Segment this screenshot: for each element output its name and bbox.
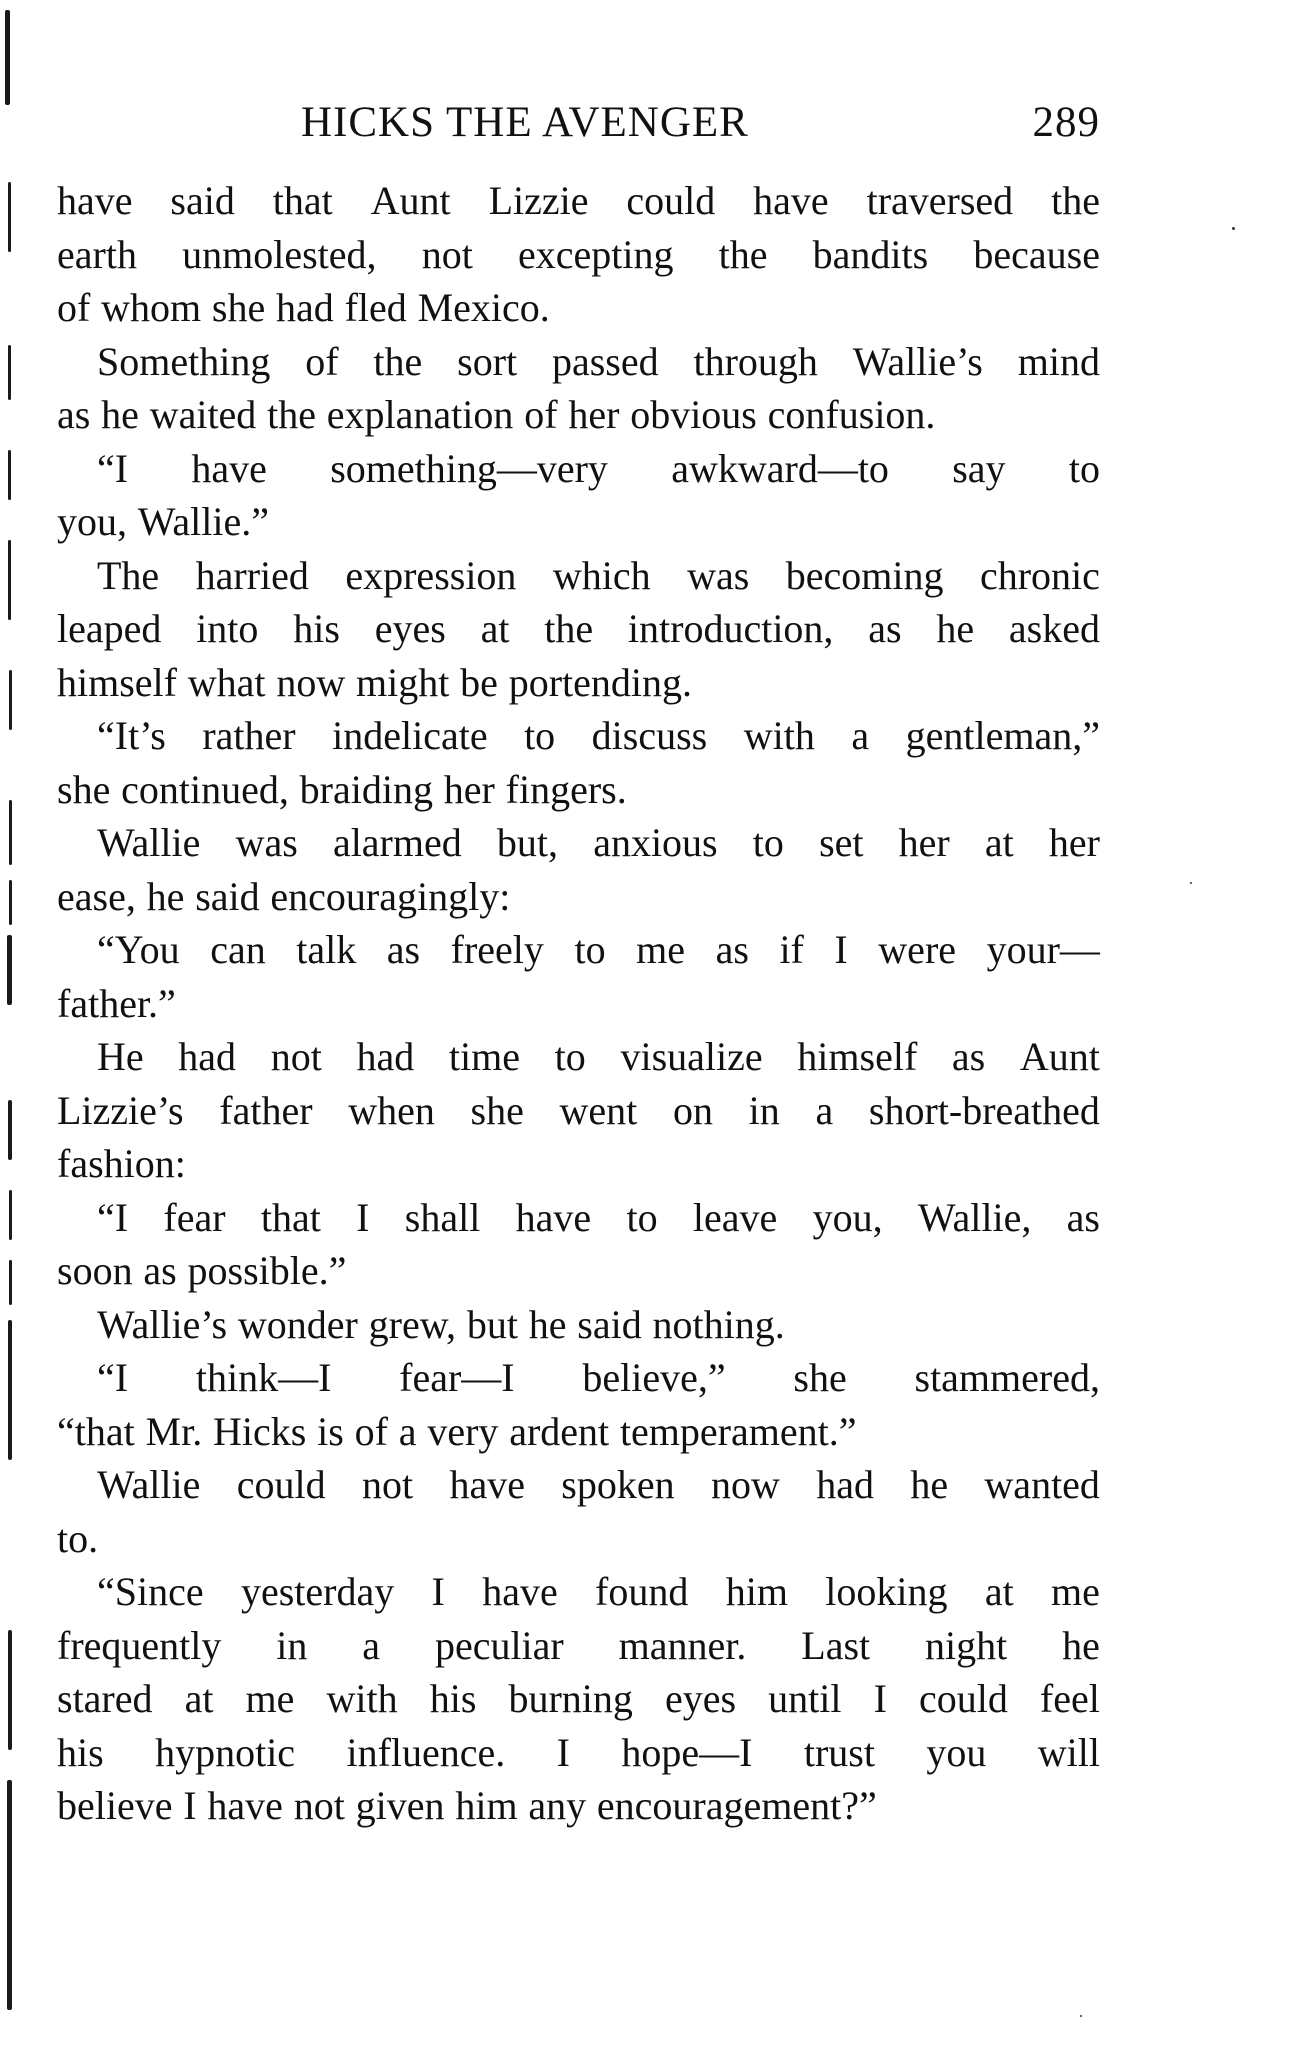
text-line — [57, 388, 1100, 442]
word: Mr. — [145, 1408, 203, 1454]
word: he — [528, 1301, 567, 1347]
word: Wallie’s — [852, 338, 983, 384]
word: be — [460, 659, 498, 705]
word: father — [219, 1087, 313, 1133]
word: through — [693, 338, 818, 384]
word: the — [718, 231, 768, 277]
word: unmolested, — [182, 231, 377, 277]
word: stammered, — [914, 1355, 1100, 1400]
word: had — [178, 1034, 237, 1079]
text-line — [57, 1779, 1100, 1833]
word: I — [431, 1569, 445, 1614]
word: was — [687, 552, 750, 598]
word: now — [710, 1462, 780, 1507]
word: you, — [812, 1194, 883, 1240]
word: possible.” — [187, 1248, 347, 1293]
word: rather — [202, 713, 296, 758]
word: he — [146, 873, 185, 919]
word: Wallie, — [917, 1194, 1032, 1240]
word: “I — [97, 1194, 129, 1240]
text-line — [57, 1726, 1100, 1780]
word: any — [528, 1783, 587, 1828]
word: at — [984, 820, 1014, 865]
word: Wallie — [97, 820, 201, 865]
word: influence. — [346, 1729, 506, 1775]
word: wanted — [984, 1462, 1100, 1507]
word: think—I — [195, 1355, 332, 1400]
word: his — [429, 1676, 477, 1721]
word: of — [57, 285, 91, 330]
text-line — [57, 1351, 1100, 1405]
word: encouragement?” — [596, 1783, 877, 1828]
word: Last — [801, 1622, 871, 1668]
word: a — [398, 1408, 417, 1454]
word: portending. — [508, 659, 693, 705]
word: your— — [986, 927, 1100, 972]
word: a — [815, 1087, 834, 1133]
word: because — [973, 231, 1100, 277]
word: leave — [692, 1194, 778, 1240]
word: with — [743, 713, 815, 758]
word: if — [779, 927, 804, 972]
word: but — [466, 1301, 518, 1347]
text-line — [57, 1244, 1100, 1298]
word: indelicate — [332, 713, 488, 758]
word: until — [768, 1676, 842, 1721]
text-line — [57, 281, 1100, 335]
word: whom — [101, 285, 202, 330]
word: braiding — [299, 766, 433, 812]
word: Hicks — [213, 1408, 307, 1454]
word: traversed — [866, 178, 1014, 223]
word: what — [187, 659, 266, 705]
word: fashion: — [57, 1141, 186, 1186]
word: to. — [57, 1515, 99, 1561]
word: soon — [57, 1248, 133, 1293]
text-line — [57, 335, 1100, 389]
word: I — [873, 1676, 887, 1721]
word: not — [421, 231, 473, 277]
word: you — [926, 1729, 987, 1775]
word: He — [97, 1034, 144, 1079]
word: “It’s — [97, 713, 166, 758]
word: leaped — [57, 606, 162, 651]
text-line — [57, 1084, 1100, 1138]
word: me — [636, 927, 686, 972]
word: manner. — [618, 1622, 747, 1668]
word: he — [1062, 1622, 1100, 1668]
text-line — [57, 709, 1100, 763]
word: him — [455, 1783, 518, 1828]
word: her — [898, 820, 950, 865]
word: “that — [57, 1408, 135, 1454]
text-line — [57, 1512, 1100, 1566]
word: in — [748, 1087, 780, 1133]
word: alarmed — [332, 820, 462, 865]
word: passed — [551, 338, 659, 384]
word: ease, — [57, 873, 136, 919]
text-line — [57, 1458, 1100, 1512]
word: of — [305, 338, 339, 384]
word: have — [482, 1569, 558, 1614]
word: when — [348, 1087, 435, 1133]
word: not — [361, 1462, 414, 1507]
word: Mexico. — [417, 285, 550, 330]
word: eyes — [664, 1676, 737, 1721]
text-line — [57, 1405, 1100, 1459]
text-line — [57, 1191, 1100, 1245]
word: have — [515, 1194, 592, 1240]
word: had — [816, 1462, 874, 1507]
word: say — [952, 445, 1006, 491]
word: as — [143, 1248, 177, 1293]
word: trust — [803, 1729, 875, 1775]
word: a — [851, 713, 870, 758]
word: I — [834, 927, 848, 972]
text-line — [57, 1565, 1100, 1619]
word: found — [595, 1569, 689, 1614]
word: hypnotic — [155, 1729, 296, 1775]
word: waited — [149, 392, 257, 437]
word: have — [207, 1783, 283, 1828]
word: bandits — [812, 231, 929, 277]
word: awkward—to — [671, 445, 889, 491]
word: at — [480, 606, 510, 651]
text-line — [57, 1298, 1100, 1352]
text-line — [57, 602, 1100, 656]
word: excepting — [517, 231, 674, 277]
word: not — [293, 1783, 345, 1828]
word: as — [951, 1034, 986, 1079]
word: nothing. — [652, 1301, 785, 1347]
word: on — [672, 1087, 713, 1133]
word: to — [1068, 445, 1100, 491]
text-line — [57, 977, 1100, 1031]
word: into — [196, 606, 259, 651]
word: she — [57, 766, 111, 812]
body-text — [57, 174, 1100, 1833]
word: chronic — [979, 552, 1100, 598]
word: freely — [450, 927, 544, 972]
word: asked — [1008, 606, 1100, 651]
word: fled — [344, 285, 407, 330]
word: as — [715, 927, 749, 972]
word: feel — [1039, 1676, 1100, 1721]
word: Aunt — [370, 178, 451, 223]
word: believe — [57, 1783, 173, 1828]
word: fingers. — [505, 766, 627, 812]
word: now — [276, 659, 346, 705]
word: shall — [404, 1194, 481, 1240]
word: eyes — [374, 606, 446, 651]
page-header — [57, 98, 1100, 148]
text-line — [57, 174, 1100, 228]
word: visualize — [620, 1034, 763, 1079]
word: something—very — [330, 445, 608, 491]
word: as — [57, 392, 91, 437]
word: “I — [97, 445, 129, 491]
word: frequently — [57, 1622, 222, 1668]
word: his — [57, 1729, 104, 1775]
word: The — [97, 552, 160, 598]
word: a — [362, 1622, 381, 1668]
word: the — [544, 606, 594, 651]
word: went — [559, 1087, 638, 1133]
word: continued, — [121, 766, 289, 812]
word: he — [910, 1462, 949, 1507]
word: mind — [1017, 338, 1100, 384]
word: have — [449, 1462, 525, 1507]
text-line — [57, 442, 1100, 496]
word: could — [626, 178, 716, 223]
word: you, — [57, 499, 127, 544]
word: hope—I — [621, 1729, 753, 1775]
word: yesterday — [240, 1569, 395, 1614]
word: himself — [797, 1034, 918, 1079]
word: have — [753, 178, 829, 223]
word: said — [195, 873, 260, 919]
word: temperament.” — [619, 1408, 857, 1454]
word: confusion. — [767, 392, 936, 437]
word: “Since — [97, 1569, 204, 1614]
word: I — [556, 1729, 570, 1775]
word: father.” — [57, 980, 176, 1026]
word: spoken — [561, 1462, 675, 1507]
text-line — [57, 763, 1100, 817]
word: he — [936, 606, 975, 651]
word: the — [1051, 178, 1100, 223]
word: in — [276, 1622, 308, 1668]
word: that — [272, 178, 333, 223]
word: as — [386, 927, 421, 972]
word: sort — [457, 338, 518, 384]
page-binding-edge — [0, 0, 30, 2067]
word: set — [819, 820, 864, 865]
word: him — [725, 1569, 788, 1614]
word: her — [1048, 820, 1100, 865]
word: harried — [195, 552, 309, 598]
word: that — [260, 1194, 321, 1240]
word: anxious — [593, 820, 718, 865]
word: short-breathed — [868, 1087, 1100, 1133]
text-line — [57, 1619, 1100, 1673]
word: of — [354, 1408, 388, 1454]
word: me — [245, 1676, 295, 1721]
word: but, — [496, 820, 559, 865]
word: was — [235, 820, 298, 865]
word: had — [276, 285, 334, 330]
word: discuss — [591, 713, 708, 758]
word: she — [793, 1355, 847, 1400]
word: can — [210, 927, 266, 972]
word: becoming — [785, 552, 944, 598]
word: given — [355, 1783, 445, 1828]
word: himself — [57, 659, 177, 705]
word: her — [443, 766, 495, 812]
word: her — [568, 392, 620, 437]
word: me — [1051, 1569, 1100, 1614]
text-line — [57, 656, 1100, 710]
word: “I — [97, 1355, 129, 1400]
word: I — [183, 1783, 197, 1828]
word: believe,” — [582, 1355, 726, 1400]
text-line — [57, 1030, 1100, 1084]
text-line — [57, 870, 1100, 924]
word: have — [57, 178, 133, 223]
word: she — [470, 1087, 524, 1133]
word: I — [356, 1194, 370, 1240]
word: encouragingly: — [270, 873, 511, 919]
word: fear — [163, 1194, 226, 1240]
word: Something — [97, 338, 271, 384]
text-line — [57, 228, 1100, 282]
word: Aunt — [1019, 1034, 1100, 1079]
page-number: 289 — [1032, 99, 1100, 146]
word: could — [918, 1676, 1008, 1721]
word: will — [1037, 1729, 1100, 1775]
word: expression — [345, 552, 517, 598]
word: to — [574, 927, 606, 972]
word: Lizzie — [488, 178, 589, 223]
word: is — [317, 1408, 344, 1454]
word: talk — [296, 927, 357, 972]
word: “You — [97, 927, 180, 972]
word: ardent — [509, 1408, 610, 1454]
word: time — [448, 1034, 521, 1079]
word: explanation — [326, 392, 514, 437]
word: peculiar — [434, 1622, 564, 1668]
word: as — [1066, 1194, 1100, 1240]
word: looking — [825, 1569, 948, 1614]
text-line — [57, 495, 1100, 549]
word: earth — [57, 231, 137, 277]
word: not — [270, 1034, 322, 1079]
word: wonder — [237, 1301, 358, 1347]
text-line — [57, 816, 1100, 870]
word: grew, — [368, 1301, 457, 1347]
word: said — [577, 1301, 642, 1347]
word: said — [170, 178, 235, 223]
word: could — [236, 1462, 326, 1507]
word: of — [524, 392, 558, 437]
word: which — [552, 552, 651, 598]
word: very — [427, 1408, 499, 1454]
word: Lizzie’s — [57, 1087, 184, 1133]
text-line — [57, 923, 1100, 977]
text-line — [57, 1672, 1100, 1726]
word: might — [356, 659, 450, 705]
word: as — [868, 606, 902, 651]
word: have — [191, 445, 267, 491]
word: the — [373, 338, 423, 384]
running-head: HICKS THE AVENGER — [301, 99, 749, 146]
text-line — [57, 1137, 1100, 1191]
word: he — [101, 392, 139, 437]
word: were — [878, 927, 957, 972]
word: at — [984, 1569, 1014, 1614]
word: at — [184, 1676, 214, 1721]
word: introduction, — [627, 606, 834, 651]
word: had — [356, 1034, 415, 1079]
word: obvious — [630, 392, 757, 437]
word: to — [554, 1034, 586, 1079]
word: to — [752, 820, 784, 865]
word: to — [626, 1194, 658, 1240]
text-line — [57, 549, 1100, 603]
word: Wallie — [97, 1462, 201, 1507]
word: the — [267, 392, 316, 437]
word: stared — [57, 1676, 153, 1721]
word: night — [925, 1622, 1008, 1668]
word: burning — [508, 1676, 633, 1721]
word: fear—I — [399, 1355, 515, 1400]
word: gentleman,” — [905, 713, 1100, 758]
word: Wallie.” — [137, 499, 269, 544]
word: with — [326, 1676, 398, 1721]
word: she — [211, 285, 266, 330]
word: to — [524, 713, 556, 758]
word: Wallie’s — [97, 1301, 228, 1347]
word: his — [293, 606, 340, 651]
